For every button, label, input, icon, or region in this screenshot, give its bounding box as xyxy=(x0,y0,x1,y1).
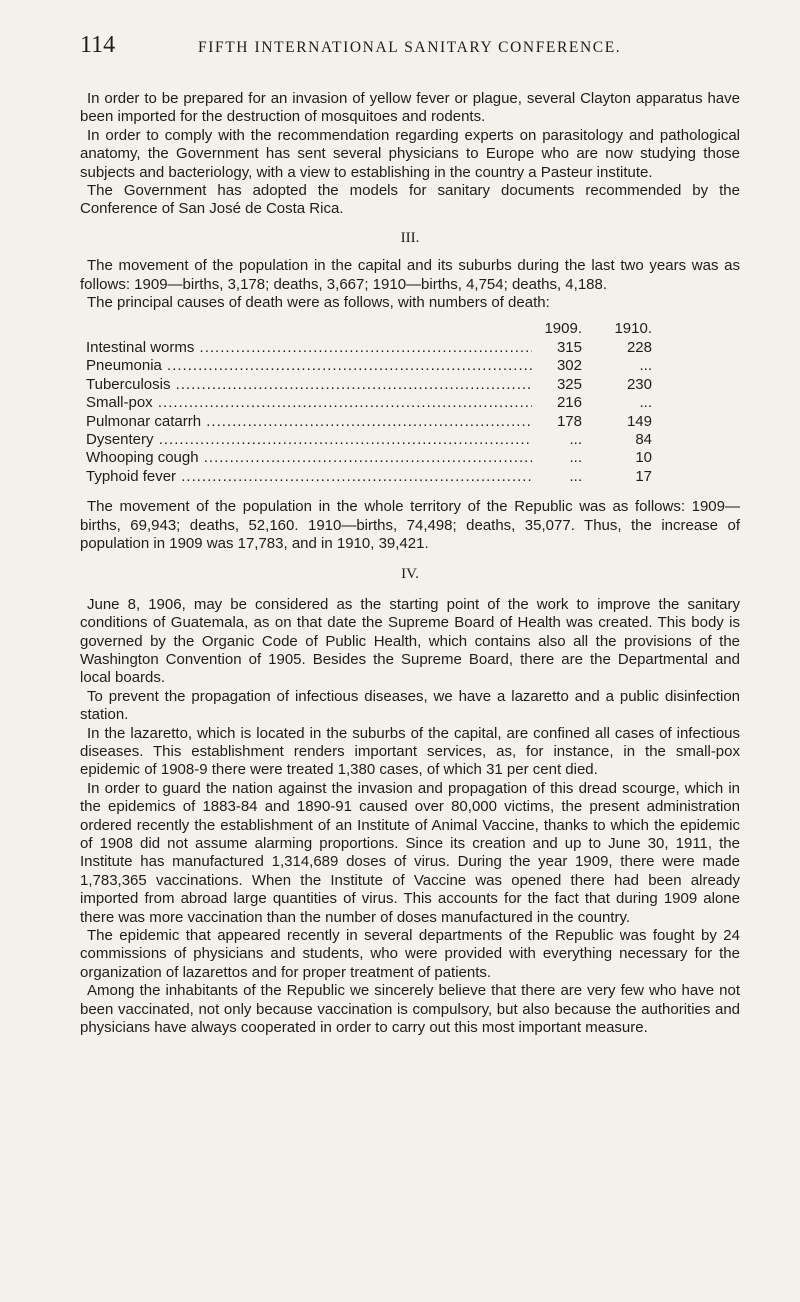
page-header xyxy=(80,22,740,62)
paragraph: The epidemic that appeared recently in several departments of the Republic was fought by 24 commissions of physicians and students, who were provided with everything necessary for the organization of lazarettos and for proper treatment of patients. xyxy=(80,927,740,981)
table-header-row xyxy=(86,320,652,338)
page-body xyxy=(80,90,740,1038)
value-1910: 17 xyxy=(635,467,652,485)
value-1909: 302 xyxy=(556,357,582,375)
value-1910: ... xyxy=(639,394,652,412)
paragraph: To prevent the propagation of infectious diseases, we have a lazaretto and a public disinfection station. xyxy=(80,687,740,724)
table-row xyxy=(86,468,652,486)
value-1910: ... xyxy=(639,357,652,375)
value-1909: ... xyxy=(569,449,582,467)
cause-name: Pulmonar catarrh ..... xyxy=(86,413,532,431)
value-1909: 315 xyxy=(556,338,582,356)
column-header-1910: 1910. xyxy=(614,320,652,338)
value-1910: 228 xyxy=(626,338,652,356)
paragraph: In order to guard the nation against the invasion and propagation of this dread scourge, which in the epidemics of 1883-84 and 1890-91 caused over 80,000 victims, the present administration ordered recently the establishment of an Institute of Animal Vaccine, thanks to which the epidemic of 1908 did not assume alarming proportions. Since its creation and up to June 30, 1911, the Institute has manufactured 1,314,689 doses of virus. During the year 1909, there were made 1,783,365 vaccinations. When the Institute of Vaccine was opened there had been already imported from abroad large quantities of virus. This accounts for the fact that during 1909 alone there was more vaccination than the number of doses manufactured in the country. xyxy=(80,779,740,926)
section-heading-iii: III. xyxy=(400,229,420,246)
cause-name: Typhoid fever ..... xyxy=(86,468,532,486)
section-heading-iv: IV. xyxy=(401,566,419,583)
table-row xyxy=(86,394,652,412)
paragraph: The principal causes of death were as follows, with numbers of death: xyxy=(87,294,550,312)
table-row xyxy=(86,449,652,467)
column-header-1909: 1909. xyxy=(544,320,582,338)
value-1909: ... xyxy=(569,467,582,485)
value-1910: 84 xyxy=(635,430,652,448)
table-row xyxy=(86,431,652,449)
cause-name: Tuberculosis ..... xyxy=(86,376,532,394)
value-1909: ... xyxy=(569,430,582,448)
table-row xyxy=(86,357,652,375)
paragraph: The Government has adopted the models for sanitary documents recommended by the Conference of San José de Costa Rica. xyxy=(80,182,740,218)
value-1910: 10 xyxy=(635,449,652,467)
paragraph: In order to comply with the recommendation regarding experts on parasitology and pathological anatomy, the Government has sent several physicians to Europe who are now studying those subjects and bacteriology, with a view to establishing in the country a Pasteur institute. xyxy=(80,126,740,181)
value-1909: 325 xyxy=(556,375,582,393)
cause-name: Dysentery ..... xyxy=(86,431,532,449)
cause-name: Whooping cough ..... xyxy=(86,449,532,467)
paragraph: The movement of the population in the whole territory of the Republic was as follows: 1909—births, 69,943; deaths, 52,160. 1910—births, 74,498; deaths, 35,077. Thus, the increase of population in 1909 was 17,783, and in 1910, 39,421. xyxy=(80,498,740,552)
table-row xyxy=(86,376,652,394)
value-1909: 216 xyxy=(556,394,582,412)
paragraph: In order to be prepared for an invasion of yellow fever or plague, several Clayton apparatus have been imported for the destruction of mosquitoes and rodents. xyxy=(80,90,740,126)
paragraph: June 8, 1906, may be considered as the starting point of the work to improve the sanitary conditions of Guatemala, as on that date the Supreme Board of Health was created. This body is governed by the Organic Code of Public Health, which contains also all the provisions of the Washington Convention of 1905. Besides the Supreme Board, there are the Departmental and local boards. xyxy=(80,595,740,687)
table-row xyxy=(86,339,652,357)
causes-of-death-table xyxy=(86,320,652,486)
paragraph: The movement of the population in the capital and its suburbs during the last two years was as follows: 1909—births, 3,178; deaths, 3,667; 1910—births, 4,754; deaths, 4,188. xyxy=(80,257,740,293)
cause-name: Small-pox ..... xyxy=(86,394,532,412)
table-row xyxy=(86,413,652,431)
cause-name: Intestinal worms ..... xyxy=(86,339,532,357)
paragraph: Among the inhabitants of the Republic we sincerely believe that there are very few who have not been vaccinated, not only because vaccination is compulsory, but also because the authorities and physicians have always cooperated in order to carry out this most important measure. xyxy=(80,982,740,1037)
page-number: 114 xyxy=(80,32,116,58)
value-1910: 230 xyxy=(626,375,652,393)
cause-name: Pneumonia ..... xyxy=(86,357,532,375)
value-1910: 149 xyxy=(626,412,652,430)
running-head: FIFTH INTERNATIONAL SANITARY CONFERENCE. xyxy=(198,39,622,56)
paragraph: In the lazaretto, which is located in the suburbs of the capital, are confined all cases of infectious diseases. This establishment renders important services, as, for instance, in the small-pox epidemic of 1908-9 there were treated 1,380 cases, of which 31 per cent died. xyxy=(80,724,740,779)
value-1909: 178 xyxy=(556,412,582,430)
